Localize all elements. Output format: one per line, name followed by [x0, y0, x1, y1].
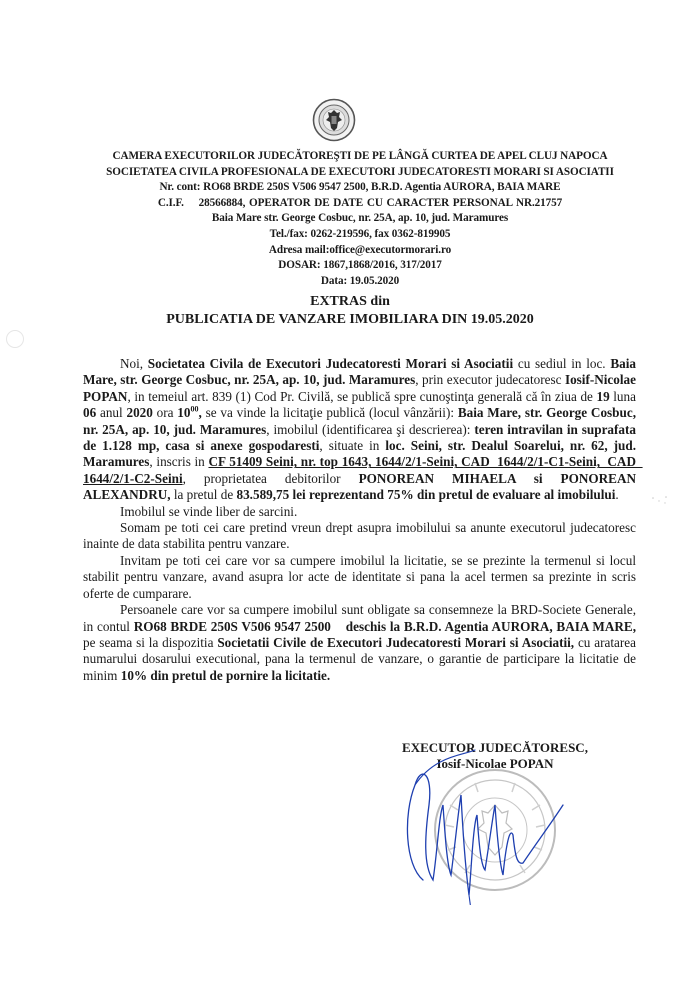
header-case-number: DOSAR: 1867,1868/2016, 317/2017 [278, 259, 442, 272]
text: se va vinde la licitaţie publică (locul vânzării): [201, 405, 458, 421]
text: . [615, 487, 619, 503]
scan-specks [650, 492, 670, 512]
romania-coat-of-arms-seal-icon [312, 98, 356, 142]
company-address: Baia Mare, str. George Cosbuc, nr. 25A, ap. 10, jud. Maramures [83, 356, 636, 388]
paragraph-encumbrance: Imobilul se vinde liber de sarcini. [120, 503, 298, 519]
title-extract: EXTRAS din [310, 294, 390, 309]
text: , in temeiul art. 839 (1) Cod Pr. Civilă, se publică spre cunoştinţa generală că în ziua de [127, 388, 597, 404]
text: luna [609, 388, 636, 404]
sale-location: Baia Mare, str. George Cosbuc, nr. 25A, ap. 10, jud. Maramures [83, 405, 636, 437]
paragraph-invitation: Invitam pe toti cei care vor sa cumpere imobilul la licitatie, se se prezinte la termenul si locul stabilit pentru vanzare, avand asupra lor acte de identitate si pana la acel termen sa prezinte in scris oferte de cumparare. [83, 552, 636, 601]
executor-name: Iosif-Nicolae POPAN [83, 372, 636, 404]
text: pe seama si la dispozitia [83, 634, 218, 650]
paragraph-summons: Somam pe toti cei care pretind vreun drept asupra imobilului sa anunte executorul judecatoresc inainte de data stabilita pentru vanzare. [83, 520, 636, 552]
text: , prin executor judecatoresc [415, 372, 565, 388]
header-chamber: CAMERA EXECUTORILOR JUDECĂTOREŞTI DE PE LÂNGĂ CURTEA DE APEL CLUJ NAPOCA [112, 150, 608, 162]
document-title [100, 293, 600, 329]
punch-hole-mark [6, 330, 24, 348]
text: la pretul de [170, 487, 237, 503]
company-name: Societatea Civila de Executori Judecatoresti Morari si Asociatii [147, 356, 514, 371]
text: cu aratarea numarului dosarului executional, pana la termenul de vanzare, o garantie de participare la licitatie de minim [83, 634, 636, 683]
header-address: Baia Mare str. George Cosbuc, nr. 25A, ap. 10, jud. Maramures [211, 212, 509, 225]
text: ora [152, 405, 178, 421]
text: , situate in [319, 438, 386, 454]
header-date: Data: 19.05.2020 [320, 274, 400, 287]
title-publication: PUBLICATIA DE VANZARE IMOBILIARA DIN 19.05.2020 [166, 312, 534, 327]
header-email: Adresa mail:office@executormorari.ro [268, 243, 452, 256]
property-location: loc. Seini, str. Dealul Soarelui, nr. 62, jud. Maramures [83, 438, 636, 470]
sale-year: 2020 [126, 405, 153, 421]
property-description: teren intravilan in suprafata de 1.128 mp, casa si anexe gospodaresti [83, 421, 636, 454]
handwritten-signature [385, 745, 585, 905]
punctuation: , [198, 405, 202, 421]
text: , imobilul (identificarea şi descrierea): [266, 421, 475, 437]
text: Noi, [120, 356, 148, 371]
text: Persoanele care vor sa cumpere imobilul sunt obligate sa consemneze la BRD-Societe Generale, in contul [83, 602, 636, 634]
signer-name: Iosif-Nicolae POPAN [436, 756, 554, 771]
letterhead [100, 149, 620, 289]
sale-hour: 10 [177, 405, 191, 421]
paragraph-sale-notice [83, 356, 643, 504]
text: anul [96, 405, 127, 421]
text: cu sediul in loc. [513, 356, 611, 371]
sale-day: 19 [596, 388, 610, 404]
header-cif: C.I.F. 28566884, OPERATOR DE DATE CU CARACTER PERSONAL NR.21757 [157, 196, 563, 209]
header-phone: Tel./fax: 0262-219596, fax 0362-819905 [269, 227, 451, 240]
header-company: SOCIETATEA CIVILA PROFESIONALA DE EXECUTORI JUDECATORESTI MORARI SI ASOCIATII [106, 165, 614, 178]
bank-account: RO68 BRDE 250S V506 9547 2500 deschis la B.R.D. Agentia AURORA, BAIA MARE, [133, 618, 636, 634]
text: , inscris in [149, 454, 209, 470]
header-bank-account: Nr. cont: RO68 BRDE 250S V506 9547 2500, B.R.D. Agentia AURORA, BAIA MARE [159, 181, 561, 194]
sale-price: 83.589,75 lei reprezentand 75% din pretul de evaluare al imobilului [236, 487, 616, 503]
paragraph-deposit [83, 602, 636, 684]
document-body [83, 356, 643, 684]
text: , proprietatea debitorilor [182, 470, 359, 486]
sale-minutes: 00 [190, 404, 199, 414]
land-registry-reference: CF 51409 Seini, nr. top 1643, 1644/2/1-Seini, CAD 1644/2/1-C1-Seini, CAD 1644/2/1-C2-Seini [83, 454, 643, 486]
company-name: Societatii Civile de Executori Judecatoresti Morari si Asociatii, [217, 634, 575, 650]
sale-month: 06 [83, 405, 97, 421]
deposit-percent: 10% din pretul de pornire la licitatie. [120, 667, 331, 683]
debtor-names: PONOREAN MIHAELA si PONOREAN ALEXANDRU, [83, 470, 637, 503]
signer-role: EXECUTOR JUDECĂTORESC, [402, 740, 588, 755]
